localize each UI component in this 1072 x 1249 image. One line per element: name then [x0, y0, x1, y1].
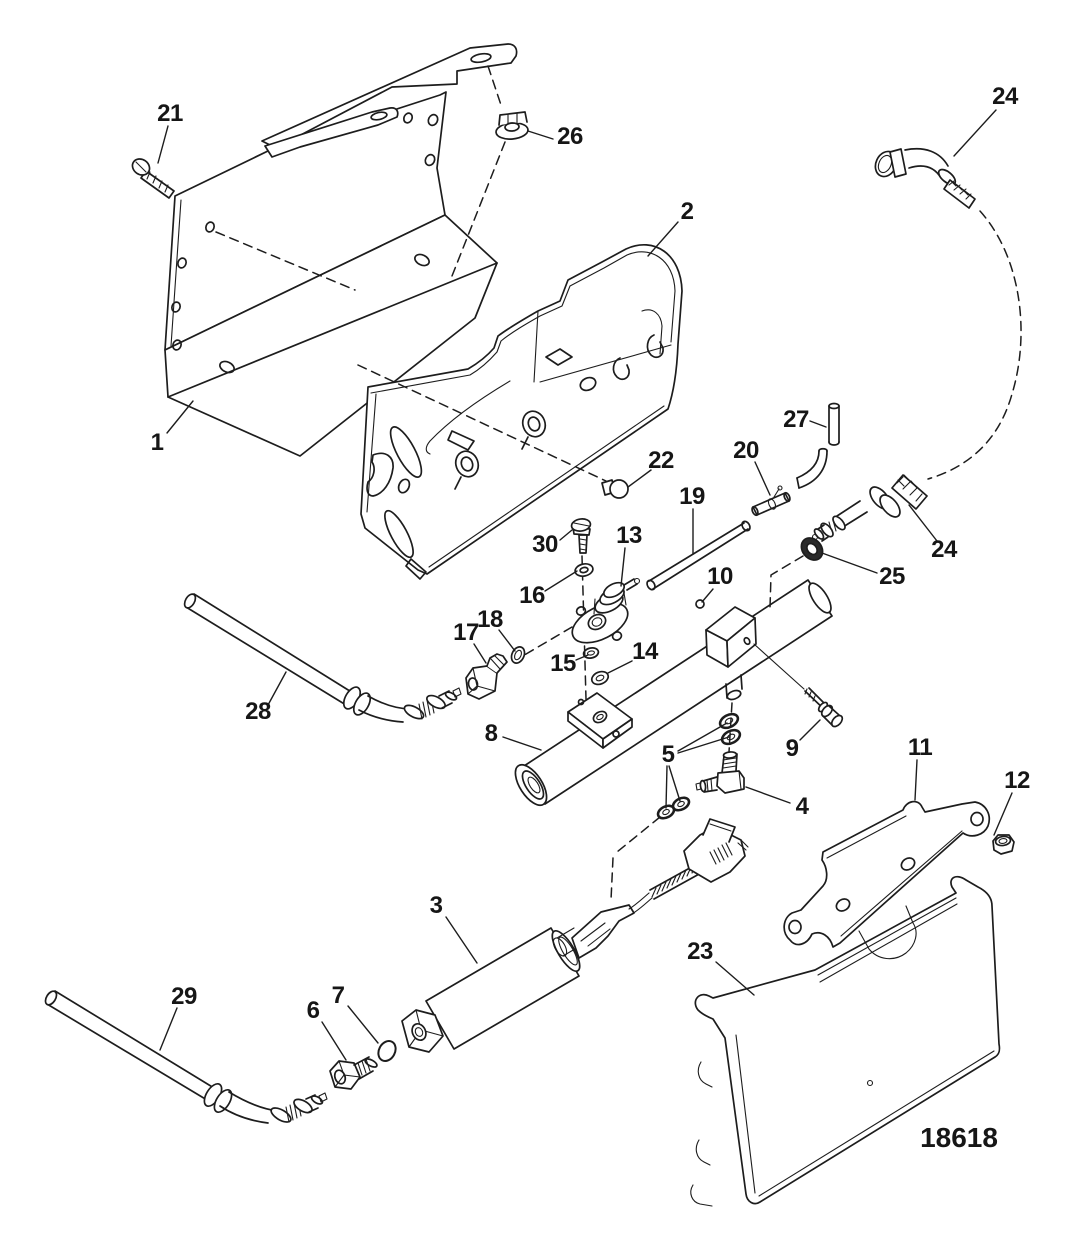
leader-line-18: [499, 630, 515, 651]
callout-19: 19: [679, 483, 705, 510]
callout-4: 4: [795, 793, 809, 820]
part-29-tube: [43, 989, 327, 1125]
callout-25: 25: [879, 563, 905, 590]
callout-30: 30: [532, 531, 558, 558]
leader-line-1: [167, 401, 193, 433]
callout-26: 26: [557, 123, 583, 150]
hose-routing-dashed-arc: [928, 211, 1021, 479]
leader-line-6: [322, 1022, 346, 1060]
callout-6: 6: [306, 997, 320, 1024]
callout-5: 5: [661, 741, 675, 768]
part-20-fitting: [751, 486, 791, 516]
part-6-fitting: [330, 1057, 378, 1089]
callout-3: 3: [429, 892, 443, 919]
leader-line-4: [746, 787, 790, 803]
leader-line-17: [474, 644, 486, 663]
part-17-hex-fitting: [466, 654, 507, 699]
leader-line-5: [669, 766, 680, 801]
callout-28: 28: [245, 698, 271, 725]
callout-1: 1: [150, 429, 164, 456]
part-26-flange-nut: [495, 112, 528, 140]
leader-line-9: [800, 720, 820, 740]
leader-line-13: [621, 548, 625, 586]
part-24-hose-lower: [770, 475, 927, 608]
part-30-screw: [521, 518, 591, 699]
part-3-fuel-pump: [402, 817, 748, 1052]
callout-21: 21: [157, 100, 183, 127]
callout-2: 2: [680, 198, 694, 225]
leader-line-27: [810, 421, 826, 427]
leader-line-3: [446, 917, 477, 963]
callout-17: 17: [453, 619, 479, 646]
part-14-seal: [590, 669, 610, 686]
part-12-nut: [993, 835, 1014, 854]
callout-8: 8: [484, 720, 498, 747]
part-7-o-ring: [375, 1038, 399, 1064]
callout-10: 10: [707, 563, 733, 590]
callout-9: 9: [785, 735, 799, 762]
callout-14: 14: [632, 638, 658, 665]
leader-line-16: [545, 571, 577, 591]
callout-29: 29: [171, 983, 197, 1010]
leader-line-5: [678, 737, 729, 753]
leader-line-12: [994, 793, 1012, 835]
callout-15: 15: [550, 650, 576, 677]
part-21-screw: [129, 156, 174, 198]
pump-alignment-dashed: [611, 817, 660, 900]
leader-line-29: [160, 1008, 177, 1050]
leader-line-11: [915, 760, 917, 800]
leader-line-10: [702, 589, 713, 602]
part-27-vent-tube: [797, 404, 839, 489]
callout-7: 7: [331, 982, 345, 1009]
part-24-hose-top: [871, 148, 1021, 479]
leader-line-7: [348, 1006, 378, 1043]
callout-11: 11: [907, 734, 933, 761]
callout-16: 16: [519, 582, 545, 609]
leader-line-5: [666, 766, 667, 808]
leader-line-30: [560, 530, 572, 540]
part-13-pressure-regulator: [566, 579, 639, 651]
leader-line-20: [755, 462, 770, 495]
callout-12: 12: [1004, 767, 1030, 794]
callout-20: 20: [733, 437, 759, 464]
callout-24: 24: [992, 83, 1018, 110]
leader-line-14: [608, 661, 632, 673]
callout-24: 24: [931, 536, 957, 563]
part-4-elbow-fitting: [696, 751, 744, 793]
leader-line-8: [503, 737, 541, 750]
part-9-screw: [805, 688, 844, 729]
part-19-tube: [645, 520, 751, 591]
part-18-o-ring: [509, 645, 527, 665]
leader-line-28: [268, 672, 286, 705]
leader-line-25: [822, 553, 877, 573]
leader-line-24: [909, 505, 937, 541]
leader-line-24: [954, 110, 996, 156]
callout-22: 22: [648, 447, 674, 474]
callout-13: 13: [616, 522, 642, 549]
callout-23: 23: [687, 938, 713, 965]
callout-27: 27: [783, 406, 809, 433]
part-22-pin: [602, 480, 628, 498]
leader-line-21: [158, 126, 168, 163]
part-28-tube: [182, 592, 461, 722]
leader-line-26: [528, 131, 553, 139]
callout-18: 18: [477, 606, 503, 633]
leader-line-22: [628, 470, 651, 487]
leader-line-5: [678, 723, 727, 751]
part-16-washer: [574, 562, 594, 577]
drawing-part-number: 18618: [920, 1122, 998, 1153]
fitting-alignment-dashed: [521, 627, 572, 657]
leader-line-23: [716, 962, 754, 995]
